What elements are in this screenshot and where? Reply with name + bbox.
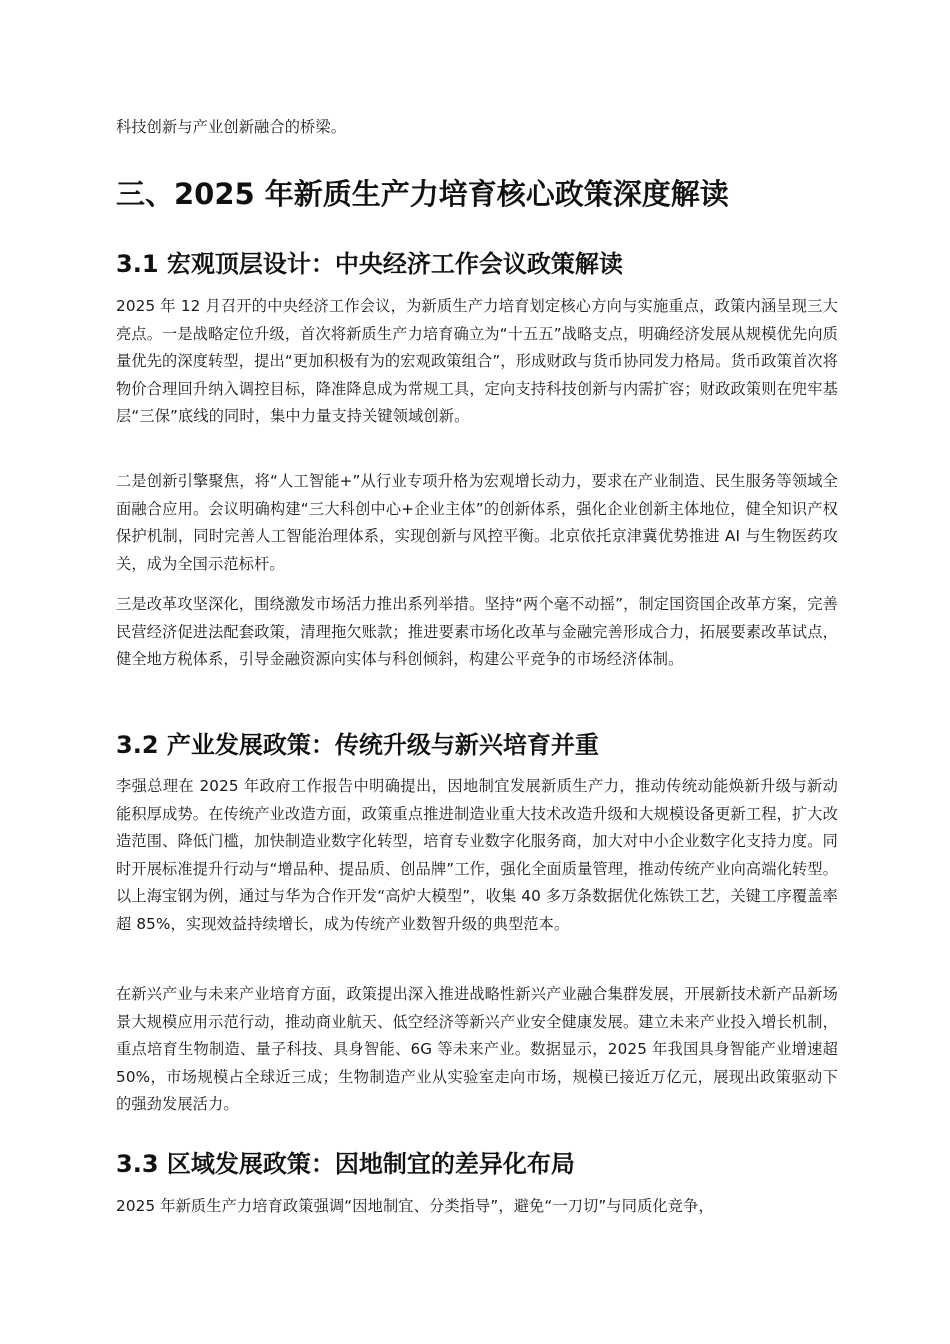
section-heading-3-1: 3.1 宏观顶层设计：中央经济工作会议政策解读 — [116, 250, 623, 278]
section-3-2-paragraph-1 — [116, 773, 838, 939]
section-3-3-paragraph-1 — [116, 1193, 838, 1221]
paragraph: 在新兴产业与未来产业培育方面，政策提出深入推进战略性新兴产业融合集群发展，开展新技术新产品新场景大规模应用示范行动，推动商业航天、低空经济等新兴产业安全健康发展。建立未来产业投入增长机制，重点培育生物制造、量子科技、具身智能、6G 等未来产业。数据显示，2025 年我国具身智能产业增速超 50%，市场规模占全球近三成；生物制造产业从实验室走向市场，规模已接近万亿元，展现出政策驱动下的强劲发展活力。 — [116, 985, 838, 1114]
section-3-2-paragraph-2 — [116, 981, 838, 1119]
paragraph: 2025 年 12 月召开的中央经济工作会议，为新质生产力培育划定核心方向与实施重点，政策内涵呈现三大亮点。一是战略定位升级，首次将新质生产力培育确立为“十五五”战略支点，明确经济发展从规模优先向质量优先的深度转型，提出“更加积极有为的宏观政策组合”，形成财政与货币协同发力格局。货币政策首次将物价合理回升纳入调控目标，降准降息成为常规工具，定向支持科技创新与内需扩容；财政政策则在兜牢基层“三保”底线的同时，集中力量支持关键领域创新。 — [116, 297, 838, 426]
section-3-1-paragraph-3 — [116, 591, 838, 674]
lead-paragraph: 科技创新与产业创新融合的桥梁。 — [116, 118, 347, 136]
paragraph: 二是创新引擎聚焦，将“人工智能+”从行业专项升格为宏观增长动力，要求在产业制造、民生服务等领域全面融合应用。会议明确构建“三大科创中心+企业主体”的创新体系，强化企业创新主体地位，健全知识产权保护机制，同时完善人工智能治理体系，实现创新与风控平衡。北京依托京津冀优势推进 AI 与生物医药攻关，成为全国示范标杆。 — [116, 472, 838, 573]
section-heading-3-3: 3.3 区域发展政策：因地制宜的差异化布局 — [116, 1150, 575, 1178]
paragraph: 三是改革攻坚深化，围绕激发市场活力推出系列举措。坚持“两个毫不动摇”，制定国资国企改革方案，完善民营经济促进法配套政策，清理拖欠账款；推进要素市场化改革与金融完善形成合力，拓展要素改革试点，健全地方税体系，引导金融资源向实体与科创倾斜，构建公平竞争的市场经济体制。 — [116, 595, 838, 669]
section-heading-3-2: 3.2 产业发展政策：传统升级与新兴培育并重 — [116, 731, 599, 759]
paragraph: 李强总理在 2025 年政府工作报告中明确提出，因地制宜发展新质生产力，推动传统动能焕新升级与新动能积厚成势。在传统产业改造方面，政策重点推进制造业重大技术改造升级和大规模设备更新工程，扩大改造范围、降低门槛，加快制造业数字化转型，培育专业数字化服务商，加大对中小企业数字化支持力度。同时开展标准提升行动与“增品种、提品质、创品牌”工作，强化全面质量管理，推动传统产业向高端化转型。以上海宝钢为例，通过与华为合作开发“高炉大模型”，收集 40 多万条数据优化炼铁工艺，关键工序覆盖率超 85%，实现效益持续增长，成为传统产业数智升级的典型范本。 — [116, 777, 838, 933]
chapter-heading: 三、2025 年新质生产力培育核心政策深度解读 — [116, 177, 729, 211]
section-3-1-paragraph-2 — [116, 468, 838, 578]
paragraph: 2025 年新质生产力培育政策强调“因地制宜、分类指导”，避免“一刀切”与同质化竞争， — [116, 1197, 714, 1215]
section-3-1-paragraph-1 — [116, 293, 838, 431]
